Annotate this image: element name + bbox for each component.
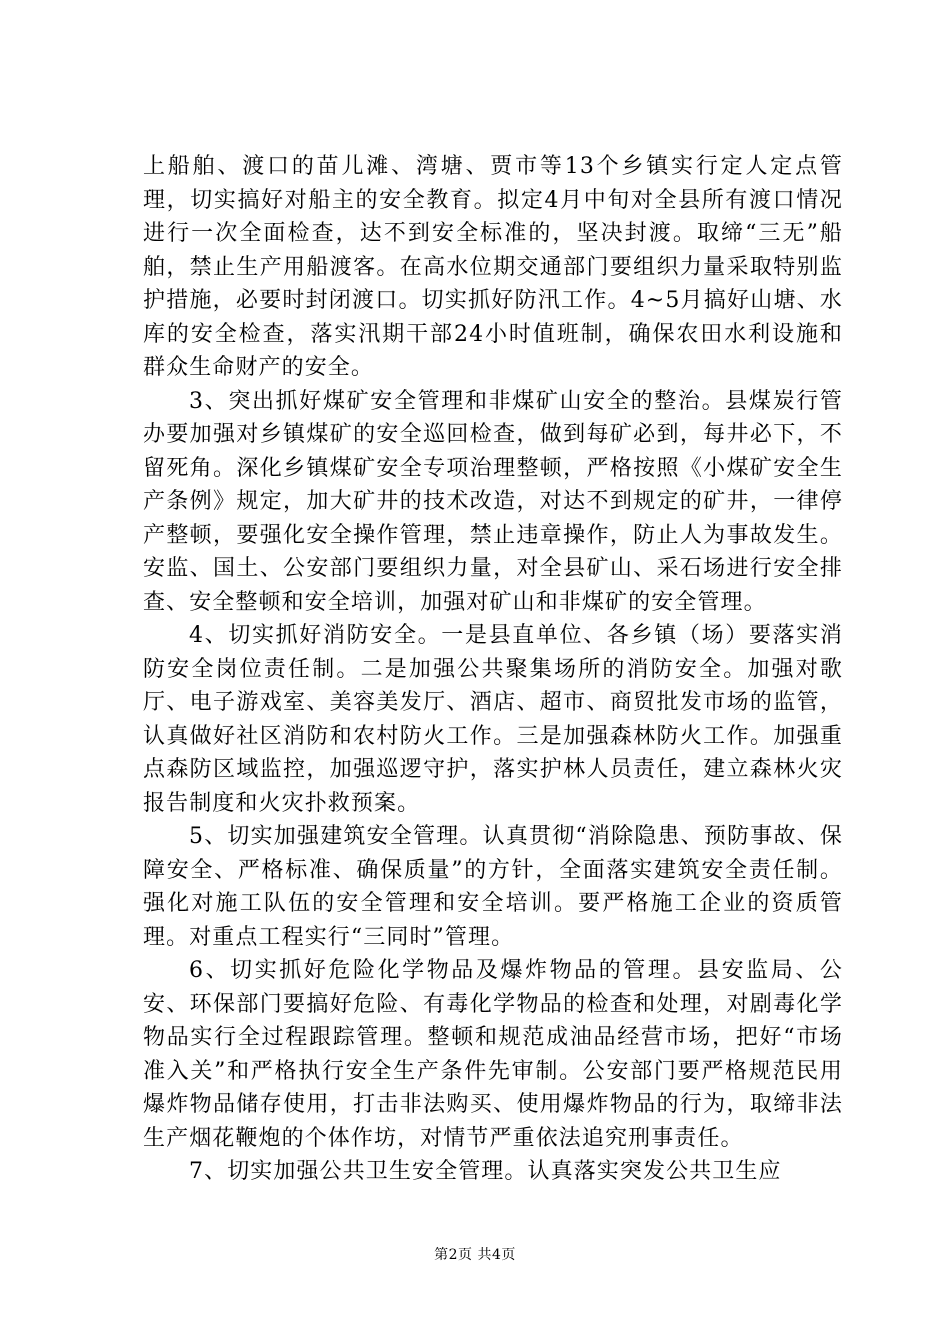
document-body <box>143 150 843 1189</box>
page-footer: 第2页 共4页 <box>434 1247 516 1263</box>
paragraph-water-transport: 上船舶、渡口的苗儿滩、湾塘、贾市等13个乡镇实行定人定点管理，切实搞好对船主的安全教育。拟定4月中旬对全县所有渡口情况进行一次全面检查，达不到安全标准的，坚决封渡。取缔“三无”船舶，禁止生产用船渡客。在高水位期交通部门要组织力量采取特别监护措施，必要时封闭渡口。切实抓好防汛工作。4~5月搞好山塘、水库的安全检查，落实汛期干部24小时值班制，确保农田水利设施和群众生命财产的安全。 <box>143 154 843 380</box>
paragraph-mine-safety: 3、突出抓好煤矿安全管理和非煤矿山安全的整治。县煤炭行管办要加强对乡镇煤矿的安全巡回检查，做到每矿必到，每井必下，不留死角。深化乡镇煤矿安全专项治理整顿，严格按照《小煤矿安全生产条例》规定，加大矿井的技术改造，对达不到规定的矿井，一律停产整顿，要强化安全操作管理，禁止违章操作，防止人为事故发生。安监、国土、公安部门要组织力量，对全县矿山、采石场进行安全排查、安全整顿和安全培训，加强对矿山和非煤矿的安全管理。 <box>143 388 843 615</box>
paragraph-hazardous-chemicals: 6、切实抓好危险化学物品及爆炸物品的管理。县安监局、公安、环保部门要搞好危险、有毒化学物品的检查和处理，对剧毒化学物品实行全过程跟踪管理。整顿和规范成油品经营市场，把好“市场准入关”和严格执行安全生产条件先审制。公安部门要严格规范民用爆炸物品储存使用，打击非法购买、使用爆炸物品的行为，取缔非法生产烟花鞭炮的个体作坊，对情节严重依法追究刑事责任。 <box>143 958 843 1151</box>
paragraph-fire-safety: 4、切实抓好消防安全。一是县直单位、各乡镇（场）要落实消防安全岗位责任制。二是加强公共聚集场所的消防安全。加强对歌厅、电子游戏室、美容美发厅、酒店、超市、商贸批发市场的监管，认真做好社区消防和农村防火工作。三是加强森林防火工作。加强重点森防区域监控，加强巡逻守护，落实护林人员责任，建立森林火灾报告制度和火灾扑救预案。 <box>143 623 843 816</box>
paragraph-public-health: 7、切实加强公共卫生安全管理。认真落实突发公共卫生应 <box>189 1159 782 1184</box>
paragraph-construction-safety: 5、切实加强建筑安全管理。认真贯彻“消除隐患、预防事故、保障安全、严格标准、确保质量”的方针，全面落实建筑安全责任制。强化对施工队伍的安全管理和安全培训。要严格施工企业的资质管理。对重点工程实行“三同时”管理。 <box>143 824 843 950</box>
